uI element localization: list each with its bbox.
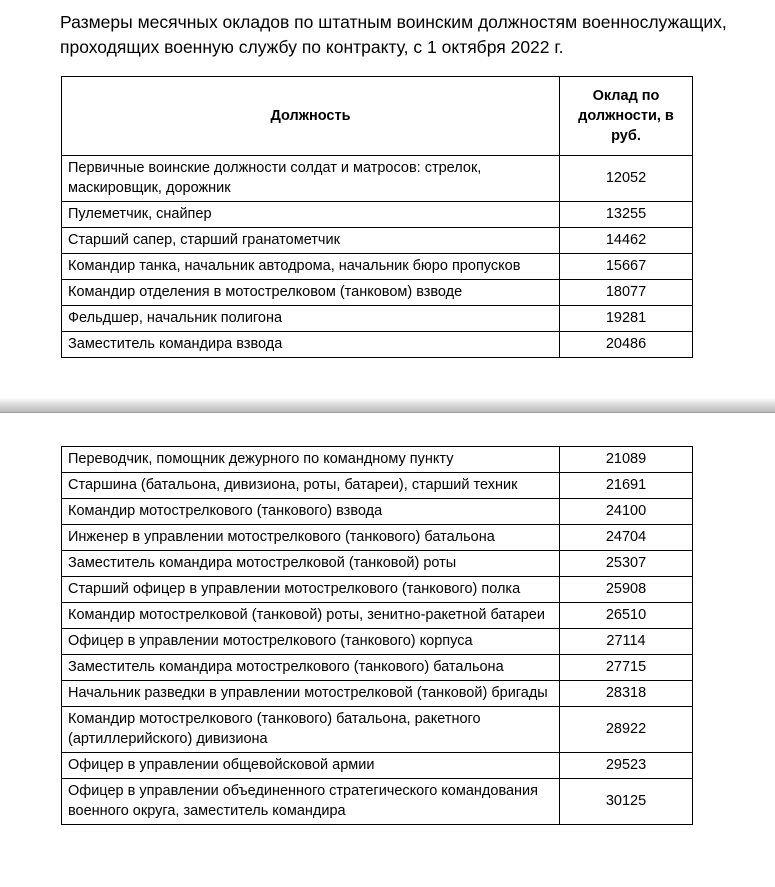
- table-row: [62, 551, 693, 577]
- table-row: [62, 473, 693, 499]
- table-row: [62, 306, 693, 332]
- position-cell: Офицер в управлении мотострелкового (танкового) корпуса: [62, 629, 560, 655]
- table-row: [62, 779, 693, 825]
- table-row: [62, 603, 693, 629]
- position-cell: Командир мотострелкового (танкового) взвода: [62, 499, 560, 525]
- position-cell: Пулеметчик, снайпер: [62, 202, 560, 228]
- salary-cell: 14462: [560, 228, 693, 254]
- position-cell: Заместитель командира взвода: [62, 332, 560, 358]
- salary-cell: 30125: [560, 779, 693, 825]
- position-cell: Командир танка, начальник автодрома, начальник бюро пропусков: [62, 254, 560, 280]
- position-cell: Командир отделения в мотострелковом (танковом) взводе: [62, 280, 560, 306]
- position-cell: Инженер в управлении мотострелкового (танкового) батальона: [62, 525, 560, 551]
- position-cell: Начальник разведки в управлении мотострелковой (танковой) бригады: [62, 681, 560, 707]
- table-row: [62, 499, 693, 525]
- salary-cell: 29523: [560, 753, 693, 779]
- salary-cell: 24100: [560, 499, 693, 525]
- table-row: [62, 202, 693, 228]
- document-title: Размеры месячных окладов по штатным воинским должностям военнослужащих, проходящих военную службу по контракту, с 1 октября 2022 г.: [60, 12, 727, 57]
- salary-table-page-1: [61, 76, 693, 358]
- position-cell: Старший офицер в управлении мотострелкового (танкового) полка: [62, 577, 560, 603]
- table-row: [62, 577, 693, 603]
- position-cell: Офицер в управлении общевойсковой армии: [62, 753, 560, 779]
- position-cell: Заместитель командира мотострелкового (танкового) батальона: [62, 655, 560, 681]
- salary-cell: 28318: [560, 681, 693, 707]
- position-cell: Командир мотострелковой (танковой) роты, зенитно-ракетной батареи: [62, 603, 560, 629]
- table-row: [62, 681, 693, 707]
- position-cell: Старший сапер, старший гранатометчик: [62, 228, 560, 254]
- salary-cell: 12052: [560, 156, 693, 202]
- salary-cell: 27114: [560, 629, 693, 655]
- position-cell: Офицер в управлении объединенного стратегического командования военного округа, заместитель командира: [62, 779, 560, 825]
- salary-cell: 25307: [560, 551, 693, 577]
- position-cell: Переводчик, помощник дежурного по командному пункту: [62, 447, 560, 473]
- salary-cell: 18077: [560, 280, 693, 306]
- header-salary: Оклад по должности, в руб.: [560, 77, 693, 156]
- table-row: [62, 254, 693, 280]
- salary-cell: 21089: [560, 447, 693, 473]
- table-row: [62, 228, 693, 254]
- salary-cell: 24704: [560, 525, 693, 551]
- position-cell: Заместитель командира мотострелковой (танковой) роты: [62, 551, 560, 577]
- table-row: [62, 629, 693, 655]
- header-position: Должность: [62, 77, 560, 156]
- salary-cell: 21691: [560, 473, 693, 499]
- table-row: [62, 525, 693, 551]
- position-cell: Старшина (батальона, дивизиона, роты, батареи), старший техник: [62, 473, 560, 499]
- salary-cell: 26510: [560, 603, 693, 629]
- salary-cell: 28922: [560, 707, 693, 753]
- table-row: [62, 280, 693, 306]
- salary-cell: 15667: [560, 254, 693, 280]
- table-row: [62, 707, 693, 753]
- table-row: [62, 655, 693, 681]
- salary-cell: 13255: [560, 202, 693, 228]
- table-header-row: [62, 77, 693, 156]
- salary-cell: 27715: [560, 655, 693, 681]
- position-cell: Первичные воинские должности солдат и матросов: стрелок, маскировщик, дорожник: [62, 156, 560, 202]
- position-cell: Фельдшер, начальник полигона: [62, 306, 560, 332]
- position-cell: Командир мотострелкового (танкового) батальона, ракетного (артиллерийского) дивизиона: [62, 707, 560, 753]
- table-row: [62, 447, 693, 473]
- page-break-separator: [0, 398, 775, 413]
- table-row: [62, 332, 693, 358]
- salary-cell: 19281: [560, 306, 693, 332]
- salary-cell: 25908: [560, 577, 693, 603]
- salary-cell: 20486: [560, 332, 693, 358]
- table-row: [62, 156, 693, 202]
- salary-table-page-2: [61, 446, 693, 825]
- table-row: [62, 753, 693, 779]
